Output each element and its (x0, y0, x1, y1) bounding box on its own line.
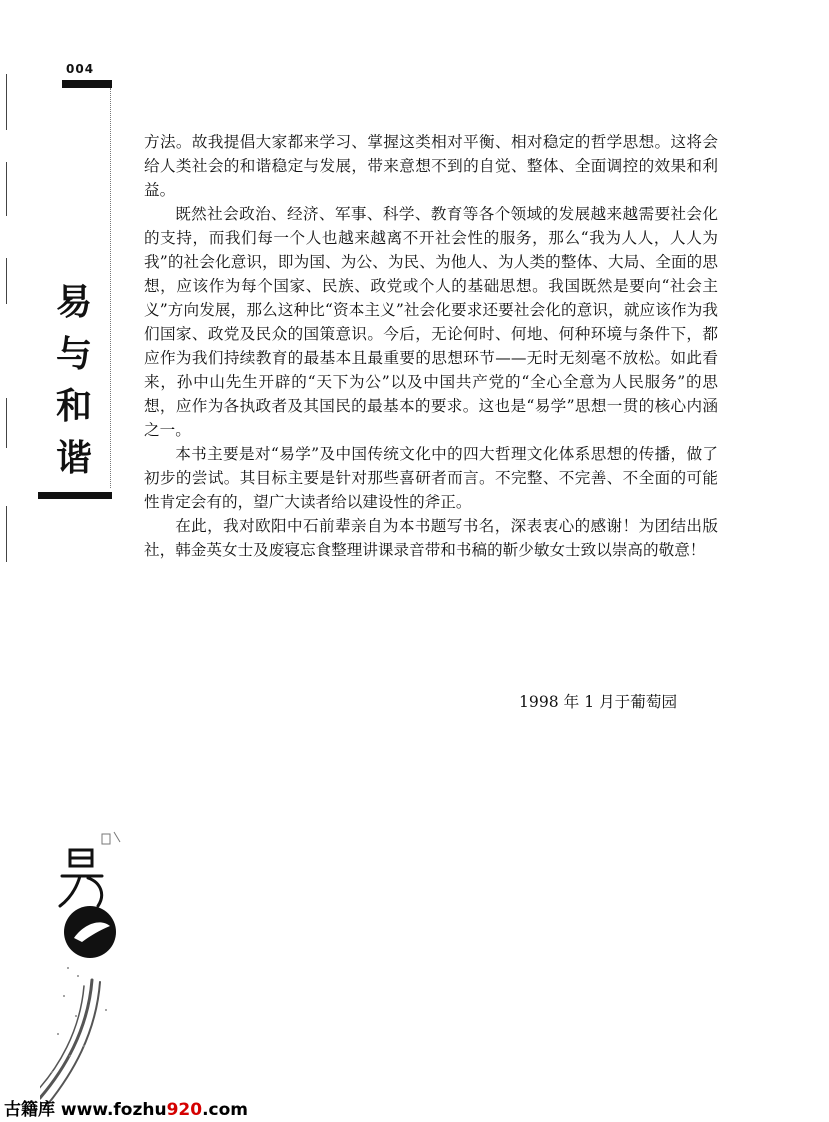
footer-url-prefix: www.fozhu (60, 1100, 167, 1120)
paragraph: 本书主要是对“易学”及中国传统文化中的四大哲理文化体系思想的传播，做了初步的尝试。其目标主要是针对那些喜研者而言。不完整、不完善、不全面的可能性肯定会有的，望广大读者给以建设性的斧正。 (144, 445, 718, 511)
edge-mark (6, 258, 7, 304)
edge-mark (6, 162, 7, 216)
paragraph: 方法。故我提倡大家都来学习、掌握这类相对平衡、相对稳定的哲学思想。这将会给人类社会的和谐稳定与发展，带来意想不到的自觉、整体、全面调控的效果和利益。 (144, 133, 718, 199)
edge-mark (6, 506, 7, 562)
book-title-char: 易 (55, 281, 92, 323)
signature: 1998 年 1 月于葡萄园 (519, 693, 678, 711)
book-title-vertical (46, 276, 102, 484)
page-number: 004 (66, 62, 95, 76)
book-title-char: 和 (55, 385, 92, 427)
footer-site-name: 古籍库 (4, 1100, 55, 1120)
body-text (144, 130, 718, 562)
edge-mark (6, 74, 7, 130)
top-rule (62, 80, 112, 88)
site-footer (4, 1095, 248, 1120)
footer-url-number: 920 (166, 1100, 203, 1120)
footer-url-suffix: .com (202, 1100, 249, 1120)
margin-dotted-line (110, 88, 111, 488)
bottom-rule (38, 492, 112, 499)
book-title-char: 谐 (55, 437, 92, 479)
book-title-char: 与 (55, 333, 92, 375)
paragraph: 在此，我对欧阳中石前辈亲自为本书题写书名，深表衷心的感谢！为团结出版社，韩金英女士及废寝忘食整理讲课录音带和书稿的靳少敏女士致以崇高的敬意！ (144, 517, 718, 559)
edge-mark (6, 398, 7, 448)
yi-calligraphy-ink-brush-decoration (40, 820, 140, 1110)
paragraph: 既然社会政治、经济、军事、科学、教育等各个领域的发展越来越需要社会化的支持，而我们每一个人也越来越离不开社会性的服务，那么“我为人人，人人为我”的社会化意识，即为国、为公、为民、为他人、为人类的整体、大局、全面的思想，应该作为每个国家、民族、政党或个人的基础思想。我国既然是要向“社会主义”方向发展，那么这种比“资本主义”社会化要求还要社会化的意识，就应该作为我们国家、政党及民众的国策意识。今后，无论何时、何地、何种环境与条件下，都应作为我们持续教育的最基本且最重要的思想环节——无时无刻毫不放松。如此看来，孙中山先生开辟的“天下为公”以及中国共产党的“全心全意为人民服务”的思想，应作为各执政者及其国民的最基本的要求。这也是“易学”思想一贯的核心内涵之一。 (144, 205, 718, 439)
